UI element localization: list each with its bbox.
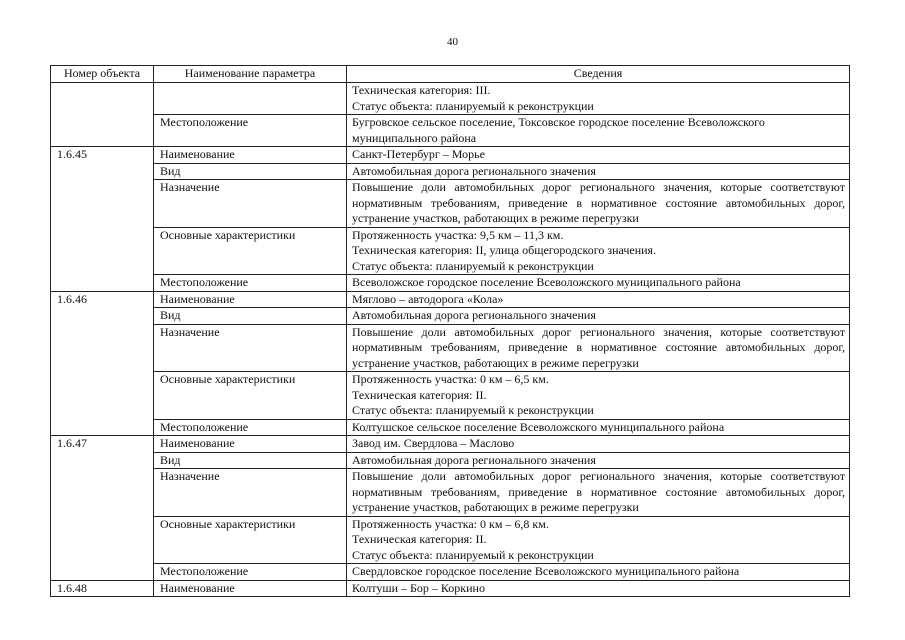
- details-cell: [347, 308, 850, 325]
- table-row: [51, 372, 850, 420]
- details-cell: [347, 180, 850, 228]
- object-number-cell: 1.6.47: [51, 436, 154, 581]
- details-line: Повышение доли автомобильных дорог регионального значения, которые соответствуют нормативным требованиям, приведение в нормативное состояние автомобильных дорог, устранение участков, работающих в режиме перегрузки: [352, 324, 845, 370]
- object-number-cell: 1.6.45: [51, 147, 154, 292]
- details-cell: [347, 324, 850, 372]
- details-line: Свердловское городское поселение Всеволожского муниципального района: [352, 564, 740, 578]
- details-line: Статус объекта: планируемый к реконструкции: [352, 403, 594, 417]
- object-number-cell: [51, 83, 154, 147]
- details-cell: [347, 275, 850, 292]
- parameter-name-cell: Местоположение: [154, 419, 347, 436]
- parameter-name-cell: Вид: [154, 308, 347, 325]
- table-row: [51, 564, 850, 581]
- details-line: Колтушское сельское поселение Всеволожского муниципального района: [352, 419, 725, 434]
- details-cell: [347, 163, 850, 180]
- parameter-name-cell: Наименование: [154, 291, 347, 308]
- table-row: [51, 452, 850, 469]
- details-line: Протяженность участка: 0 км – 6,8 км.: [352, 516, 549, 531]
- table-row: [51, 291, 850, 308]
- table-row: [51, 580, 850, 597]
- object-number-cell: 1.6.48: [51, 580, 154, 597]
- details-cell: [347, 147, 850, 164]
- table-row: [51, 163, 850, 180]
- table-row: [51, 83, 850, 115]
- details-line: Статус объекта: планируемый к реконструкции: [352, 258, 594, 273]
- details-line: Автомобильная дорога регионального значения: [352, 308, 596, 322]
- details-line: Автомобильная дорога регионального значения: [352, 163, 596, 178]
- object-number-cell: 1.6.46: [51, 291, 154, 436]
- table-row: [51, 115, 850, 147]
- parameter-name-cell: Назначение: [154, 324, 347, 372]
- table-row: [51, 227, 850, 275]
- details-line: Техническая категория: II.: [352, 387, 487, 402]
- header-parameter-name: Наименование параметра: [154, 66, 347, 83]
- details-cell: [347, 227, 850, 275]
- parameter-name-cell: Назначение: [154, 180, 347, 228]
- details-line: Техническая категория: II, улица общегородского значения.: [352, 243, 657, 257]
- parameter-name-cell: Наименование: [154, 147, 347, 164]
- header-row: [51, 66, 850, 83]
- details-cell: [347, 372, 850, 420]
- table-row: [51, 275, 850, 292]
- parameter-name-cell: Наименование: [154, 436, 347, 453]
- details-line: Статус объекта: планируемый к реконструкции: [352, 98, 594, 113]
- details-line: Колтуши – Бор – Коркино: [352, 580, 485, 595]
- details-cell: [347, 516, 850, 564]
- parameter-name-cell: Основные характеристики: [154, 227, 347, 275]
- details-cell: [347, 115, 850, 147]
- table-row: [51, 324, 850, 372]
- parameter-name-cell: Назначение: [154, 469, 347, 517]
- details-line: Техническая категория: III.: [352, 83, 491, 97]
- details-line: Автомобильная дорога регионального значения: [352, 452, 596, 467]
- table-row: [51, 469, 850, 517]
- details-cell: [347, 419, 850, 436]
- details-cell: [347, 436, 850, 453]
- parameter-name-cell: Вид: [154, 163, 347, 180]
- details-line: Техническая категория: II.: [352, 532, 487, 546]
- details-cell: [347, 83, 850, 115]
- details-cell: [347, 580, 850, 597]
- table-row: [51, 308, 850, 325]
- parameter-name-cell: Местоположение: [154, 115, 347, 147]
- details-line: Статус объекта: планируемый к реконструкции: [352, 547, 594, 562]
- parameter-name-cell: Местоположение: [154, 275, 347, 292]
- details-line: Повышение доли автомобильных дорог регионального значения, которые соответствуют нормативным требованиям, приведение в нормативное состояние автомобильных дорог, устранение участков, работающих в режиме перегрузки: [352, 180, 845, 225]
- details-line: Санкт-Петербург – Морье: [352, 147, 485, 161]
- details-line: Бугровское сельское поселение, Токсовское городское поселение Всеволожского муниципального района: [352, 115, 765, 145]
- details-line: Протяженность участка: 0 км – 6,5 км.: [352, 372, 549, 386]
- parameter-name-cell: Основные характеристики: [154, 516, 347, 564]
- details-cell: [347, 452, 850, 469]
- parameter-name-cell: Вид: [154, 452, 347, 469]
- page-number: 40: [447, 36, 458, 48]
- details-cell: [347, 469, 850, 517]
- details-cell: [347, 291, 850, 308]
- table-row: [51, 516, 850, 564]
- table-row: [51, 436, 850, 453]
- header-details: Сведения: [347, 66, 850, 83]
- details-line: Протяженность участка: 9,5 км – 11,3 км.: [352, 227, 564, 242]
- details-line: Мяглово – автодорога «Кола»: [352, 291, 504, 306]
- parameter-name-cell: Наименование: [154, 580, 347, 597]
- table-row: [51, 180, 850, 228]
- details-cell: [347, 564, 850, 581]
- details-line: Завод им. Свердлова – Маслово: [352, 436, 515, 450]
- header-object-number: Номер объекта: [51, 66, 154, 83]
- table-header: [51, 66, 850, 83]
- details-line: Повышение доли автомобильных дорог регионального значения, которые соответствуют нормативным требованиям, приведение в нормативное состояние автомобильных дорог, устранение участков, работающих в режиме перегрузки: [352, 469, 845, 514]
- table-body: [51, 83, 850, 597]
- parameter-name-cell: Основные характеристики: [154, 372, 347, 420]
- object-parameters-table: [50, 65, 850, 597]
- table-row: [51, 419, 850, 436]
- parameter-name-cell: Местоположение: [154, 564, 347, 581]
- parameter-name-cell: [154, 83, 347, 115]
- table-row: [51, 147, 850, 164]
- details-line: Всеволожское городское поселение Всеволожского муниципального района: [352, 275, 741, 289]
